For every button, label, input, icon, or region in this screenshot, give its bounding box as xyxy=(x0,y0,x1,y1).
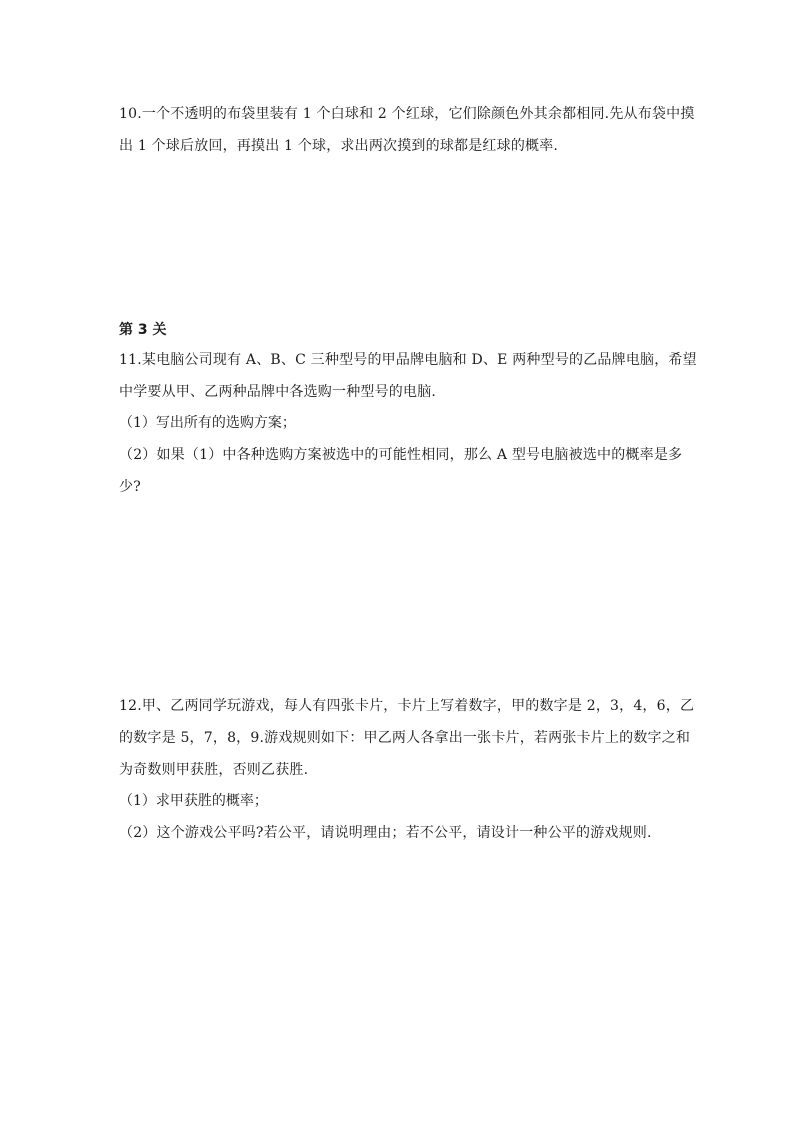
question-12 xyxy=(119,690,695,849)
question-12-line-2: 的数字是 5，7，8，9.游戏规则如下：甲乙两人各拿出一张卡片，若两张卡片上的数字之和 xyxy=(119,730,691,746)
question-11-part-2-line-2: 少? xyxy=(119,479,141,495)
question-10 xyxy=(119,98,695,162)
question-12-line-3: 为奇数则甲获胜，否则乙获胜. xyxy=(119,762,309,778)
question-10-line-1: 10.一个不透明的布袋里装有 1 个白球和 2 个红球，它们除颜色外其余都相同.先从布袋中摸 xyxy=(119,106,695,122)
question-11-part-2-line-1: （2）如果（1）中各种选购方案被选中的可能性相同，那么 A 型号电脑被选中的概率是多 xyxy=(119,447,683,463)
section-3-heading xyxy=(119,318,679,342)
question-12-part-2: （2）这个游戏公平吗?若公平，请说明理由；若不公平，请设计一种公平的游戏规则. xyxy=(119,825,652,841)
question-12-line-1: 12.甲、乙两同学玩游戏，每人有四张卡片，卡片上写着数字，甲的数字是 2，3，4，6，乙 xyxy=(119,698,695,714)
question-11-line-1: 11.某电脑公司现有 A、B、C 三种型号的甲品牌电脑和 D、E 两种型号的乙品牌电脑，希望 xyxy=(119,352,697,368)
question-11 xyxy=(119,344,697,503)
question-11-line-2: 中学要从甲、乙两种品牌中各选购一种型号的电脑. xyxy=(119,384,437,400)
question-12-part-1: （1）求甲获胜的概率； xyxy=(119,793,268,809)
question-11-part-1: （1）写出所有的选购方案； xyxy=(119,415,296,431)
question-10-line-2: 出 1 个球后放回，再摸出 1 个球，求出两次摸到的球都是红球的概率. xyxy=(119,138,559,154)
section-3-title: 第 3 关 xyxy=(119,322,167,338)
